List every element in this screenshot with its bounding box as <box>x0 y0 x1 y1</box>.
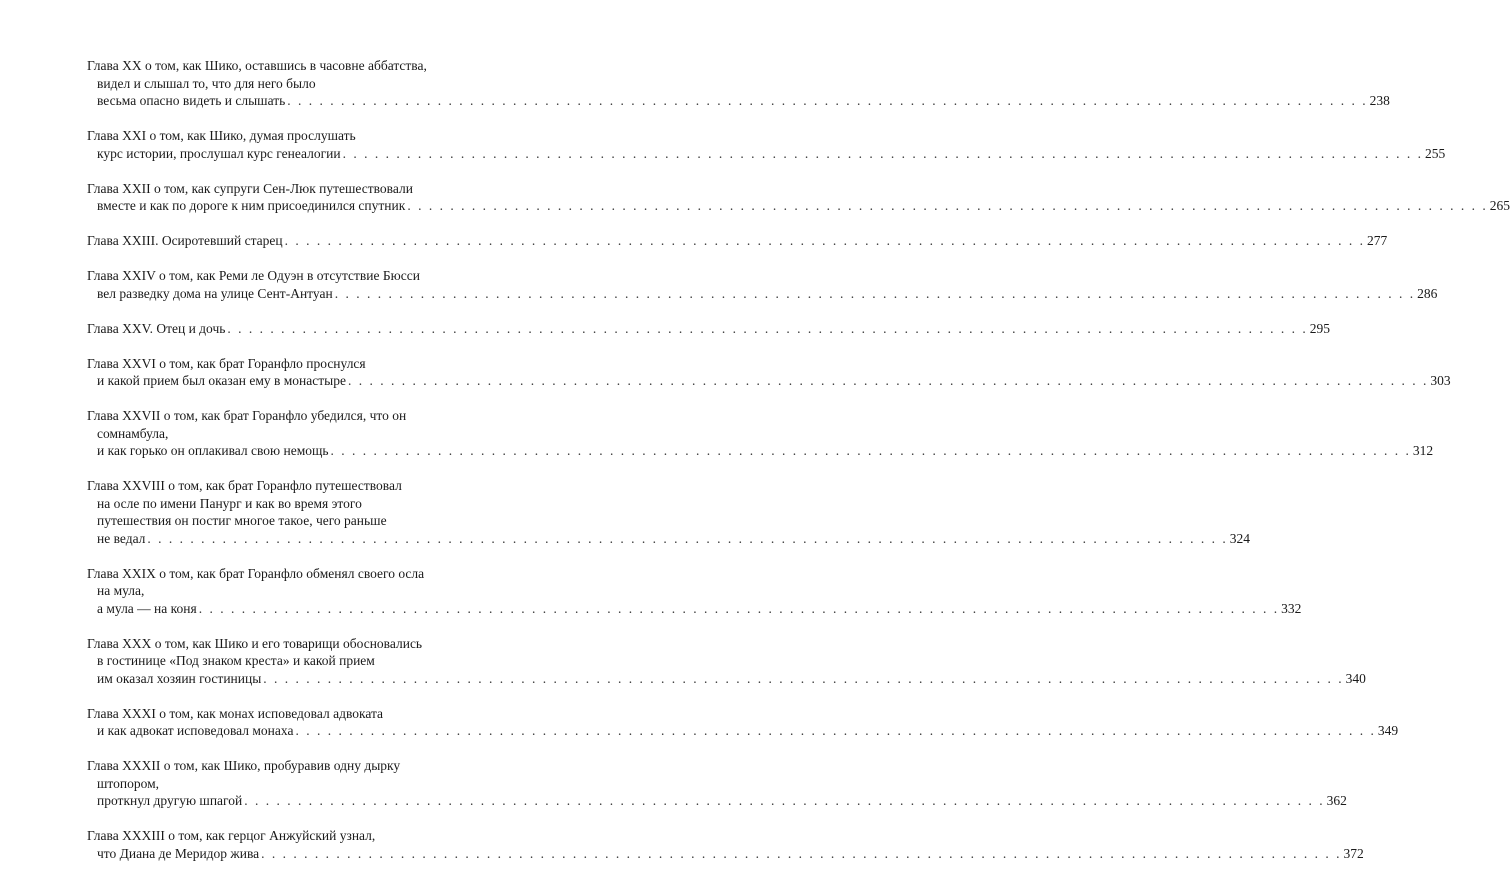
toc-entry <box>87 57 1390 110</box>
toc-entry-title-text: и какой прием был оказан ему в монастыре <box>97 373 346 388</box>
toc-entry-title-text: не ведал <box>97 530 146 546</box>
toc-entry-title-text: что Диана де Меридор жива <box>97 845 260 861</box>
toc-entry-last-line <box>87 670 1366 688</box>
toc-entry-line: Глава XXVIII о том, как брат Горанфло путешествовал <box>87 478 402 493</box>
toc-page-number: 295 <box>1309 320 1331 336</box>
toc-entry <box>87 355 1451 390</box>
toc-entry <box>87 232 1388 250</box>
toc-entry <box>87 565 1302 618</box>
toc-page-number: 265 <box>1489 198 1510 213</box>
toc-page-number: 372 <box>1343 845 1364 861</box>
toc-page-number: 349 <box>1377 723 1399 738</box>
toc-entry-title-text: им оказал хозяин гостиницы <box>97 670 262 686</box>
toc-entry <box>87 705 1399 740</box>
toc-entry <box>87 757 1347 810</box>
dot-leader <box>261 845 1341 863</box>
toc-entry-title-text: курс истории, прослушал курс генеалогии <box>97 145 341 161</box>
toc-entry <box>87 407 1434 460</box>
toc-entry <box>87 827 1364 862</box>
toc-entry-line: на осле по имени Панург и как во время этого <box>97 495 362 511</box>
toc-entry-last-line <box>87 442 1434 460</box>
dot-leader <box>335 285 1415 303</box>
toc-entry <box>87 477 1251 547</box>
dot-leader <box>263 670 1343 688</box>
dot-leader <box>295 722 1375 740</box>
dot-leader <box>227 320 1307 338</box>
toc-entry-last-line <box>87 372 1451 390</box>
toc-entry-title-text: проткнул другую шпагой <box>97 793 243 808</box>
toc-entry <box>87 267 1438 302</box>
toc-entry-last-line <box>87 92 1390 110</box>
toc-entry-line: Глава XXII о том, как супруги Сен-Люк путешествовали <box>87 180 413 196</box>
toc-entry-last-line <box>87 145 1446 163</box>
toc-entry <box>87 635 1366 688</box>
dot-leader <box>147 530 1227 548</box>
toc-entry-title-text: вместе и как по дороге к ним присоединился спутник <box>97 198 406 213</box>
toc-page-number: 324 <box>1229 530 1251 546</box>
toc-entry-line: путешествия он постиг многое такое, чего раньше <box>97 513 387 528</box>
toc-entry-last-line <box>87 600 1302 618</box>
toc-entry <box>87 180 1510 215</box>
toc-entry-title-text: вел разведку дома на улице Сент-Антуан <box>97 285 333 301</box>
dot-leader <box>199 600 1279 618</box>
toc-entry-line: Глава XXXI о том, как монах исповедовал адвоката <box>87 705 384 721</box>
toc-entry-line: Глава XXVII о том, как брат Горанфло убедился, что он <box>87 408 407 423</box>
toc-entry-title-text: а мула — на коня <box>97 600 197 616</box>
toc-entry-line: штопором, <box>97 775 160 791</box>
toc-entry-line: Глава XXIV о том, как Реми ле Одуэн в отсутствие Бюсси <box>87 268 420 283</box>
toc-entry-title-text: и как горько он оплакивал свою немощь <box>97 443 329 458</box>
dot-leader <box>285 232 1365 250</box>
toc-entry-title-text: Глава XXIII. Осиротевший старец <box>87 233 283 248</box>
toc-entry-line: Глава XXXII о том, как Шико, пробуравив одну дырку <box>87 758 401 773</box>
dot-leader <box>348 372 1428 390</box>
toc-entry-last-line <box>87 845 1364 863</box>
toc-entry-title-text: весьма опасно видеть и слышать <box>97 93 286 108</box>
dot-leader <box>343 145 1423 163</box>
toc-entry-last-line <box>87 285 1438 303</box>
toc-entry-line: Глава XXX о том, как Шико и его товарищи обосновались <box>87 635 423 651</box>
toc-entry-last-line <box>87 320 1331 338</box>
toc-entry-last-line <box>87 722 1399 740</box>
toc-page-number: 277 <box>1366 233 1388 248</box>
toc-page-number: 332 <box>1281 600 1302 616</box>
toc-entry-last-line <box>87 197 1510 215</box>
toc-page-number: 312 <box>1412 443 1434 458</box>
toc-entry-line: в гостинице «Под знаком креста» и какой прием <box>97 653 375 668</box>
toc-entry-line: Глава XXVI о том, как брат Горанфло проснулся <box>87 355 366 371</box>
toc-entry-line: Глава XXIX о том, как брат Горанфло обменял своего осла <box>87 565 425 581</box>
toc-entry-last-line <box>87 232 1388 250</box>
toc-entry-line: Глава XXXIII о том, как герцог Анжуйский узнал, <box>87 828 376 843</box>
toc-entry-line: на мула, <box>97 583 145 598</box>
dot-leader <box>287 92 1367 110</box>
toc-page-number: 340 <box>1345 670 1366 686</box>
dot-leader <box>244 792 1324 810</box>
toc-page-number: 362 <box>1326 793 1347 808</box>
dot-leader <box>331 442 1411 460</box>
toc-entry-line: Глава XXI о том, как Шико, думая прослушать <box>87 128 356 143</box>
toc-entry-title-text: и как адвокат исповедовал монаха <box>97 723 294 738</box>
toc-entry-title-text: Глава XXV. Отец и дочь <box>87 320 226 336</box>
table-of-contents <box>87 57 1510 880</box>
toc-entry-last-line <box>87 530 1251 548</box>
toc-page-number: 303 <box>1430 373 1451 388</box>
toc-entry <box>87 127 1446 162</box>
toc-page-number: 238 <box>1369 93 1390 108</box>
toc-entry-line: видел и слышал то, что для него было <box>97 75 316 91</box>
toc-entry-line: Глава XX о том, как Шико, оставшись в часовне аббатства, <box>87 58 427 73</box>
toc-entry-line: сомнамбула, <box>97 425 169 441</box>
dot-leader <box>407 197 1487 215</box>
toc-entry-last-line <box>87 792 1347 810</box>
toc-page-number: 286 <box>1417 285 1438 301</box>
toc-entry <box>87 320 1331 338</box>
toc-page-number: 255 <box>1424 145 1446 161</box>
